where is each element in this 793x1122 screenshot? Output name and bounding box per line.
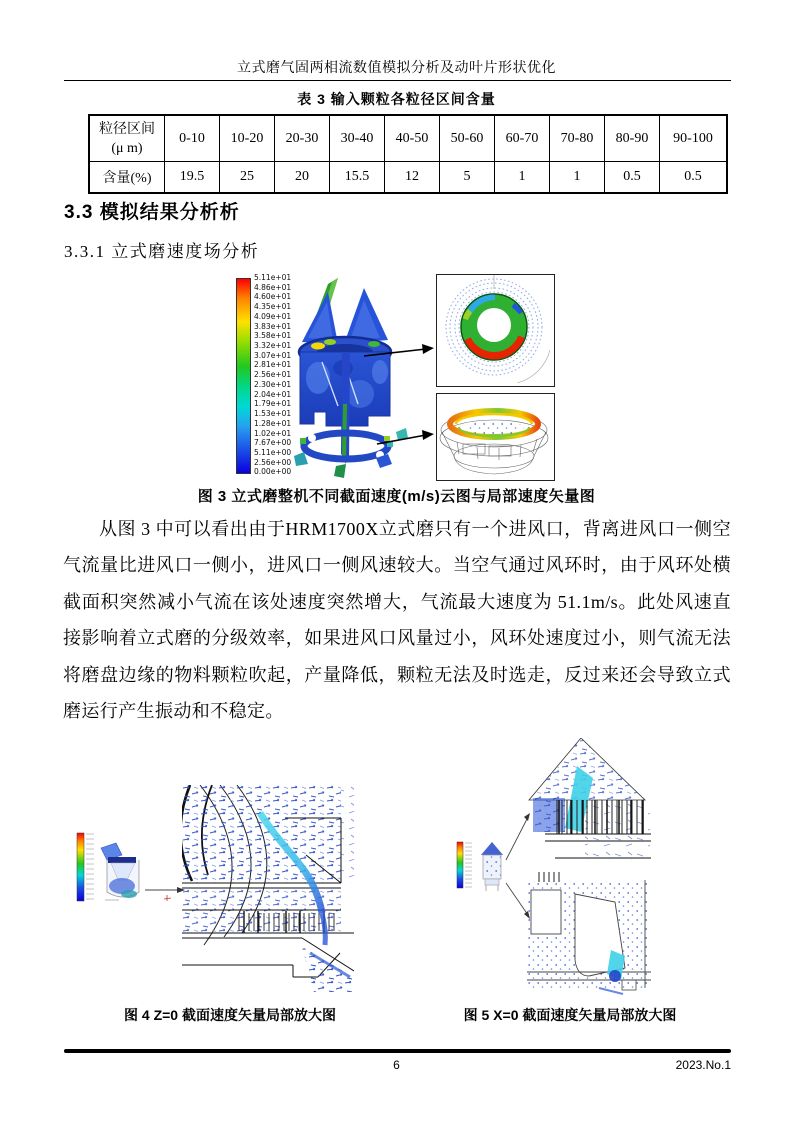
table-header-cell: 50-60 bbox=[440, 115, 495, 162]
figure4-graphic bbox=[65, 742, 365, 1000]
figure3-graphic bbox=[230, 272, 565, 484]
colorbar-label: 3.07e+01 bbox=[254, 350, 292, 360]
colorbar-label: 0.00e+00 bbox=[254, 467, 292, 477]
section-heading: 3.3 模拟结果分析析 bbox=[64, 202, 240, 223]
table-cell: 0.5 bbox=[605, 162, 660, 194]
figure5-graphic bbox=[440, 735, 732, 997]
table-cell: 1 bbox=[495, 162, 550, 194]
colorbar-label: 4.86e+01 bbox=[254, 282, 292, 292]
colorbar-label: 7.67e+00 bbox=[254, 438, 292, 448]
colorbar-label: 1.79e+01 bbox=[254, 399, 292, 409]
table-cell: 19.5 bbox=[165, 162, 220, 194]
colorbar-label: 1.02e+01 bbox=[254, 428, 292, 438]
colorbar-label: 4.60e+01 bbox=[254, 292, 292, 302]
colorbar-label: 2.04e+01 bbox=[254, 389, 292, 399]
table-header-cell: 20-30 bbox=[275, 115, 330, 162]
colorbar-label: 3.58e+01 bbox=[254, 331, 292, 341]
figure5-caption: 图 5 X=0 截面速度矢量局部放大图 bbox=[463, 1007, 677, 1023]
colorbar-label: 1.28e+01 bbox=[254, 418, 292, 428]
colorbar-label: 1.53e+01 bbox=[254, 409, 292, 419]
page-number: 6 bbox=[393, 1058, 400, 1072]
header-title: 立式磨气固两相流数值模拟分析及动叶片形状优化 bbox=[237, 61, 556, 76]
colorbar-label: 2.56e+00 bbox=[254, 457, 292, 467]
colorbar-small bbox=[75, 832, 99, 904]
table-header-cell: 60-70 bbox=[495, 115, 550, 162]
table-cell: 5 bbox=[440, 162, 495, 194]
table-cell: 15.5 bbox=[330, 162, 385, 194]
table-caption: 表 3 输入颗粒各粒径区间含量 bbox=[297, 91, 496, 107]
issue-label: 2023.No.1 bbox=[675, 1058, 731, 1072]
figure3-caption: 图 3 立式磨整机不同截面速度(m/s)云图与局部速度矢量图 bbox=[197, 488, 596, 505]
colorbar-label: 2.81e+01 bbox=[254, 360, 292, 370]
colorbar-label: 2.30e+01 bbox=[254, 379, 292, 389]
colorbar-label: 2.56e+01 bbox=[254, 370, 292, 380]
mill-overview-thumbnail bbox=[99, 840, 147, 908]
colorbar-label: 5.11e+00 bbox=[254, 447, 292, 457]
table-cell: 25 bbox=[220, 162, 275, 194]
colorbar-label: 4.35e+01 bbox=[254, 302, 292, 312]
table-cell: 12 bbox=[385, 162, 440, 194]
footer-rule bbox=[64, 1049, 731, 1053]
classifier-vector-panel bbox=[525, 738, 651, 866]
duct-vector-panel bbox=[527, 872, 651, 997]
table-header-cell: 30-40 bbox=[330, 115, 385, 162]
table-row bbox=[89, 115, 727, 162]
figure4-caption: 图 4 Z=0 截面速度矢量局部放大图 bbox=[124, 1007, 336, 1023]
colorbar-small bbox=[455, 841, 477, 891]
table-header-cell: 40-50 bbox=[385, 115, 440, 162]
vector-field-panel bbox=[182, 785, 354, 992]
table-header-cell: 10-20 bbox=[220, 115, 275, 162]
colorbar-label: 3.83e+01 bbox=[254, 321, 292, 331]
annotation-arrows bbox=[230, 272, 565, 484]
colorbar-label: 3.32e+01 bbox=[254, 341, 292, 351]
colorbar-label: 4.09e+01 bbox=[254, 311, 292, 321]
table-row-label: 含量(%) bbox=[89, 162, 165, 194]
table-header-cell: 粒径区间 (μ m) bbox=[89, 115, 165, 162]
pointer-arrow bbox=[145, 882, 187, 902]
table-header-cell: 0-10 bbox=[165, 115, 220, 162]
colorbar-label: 5.11e+01 bbox=[254, 273, 292, 282]
table-cell: 0.5 bbox=[660, 162, 728, 194]
table-cell: 1 bbox=[550, 162, 605, 194]
subsection-heading: 3.3.1 立式磨速度场分析 bbox=[64, 242, 260, 261]
table-cell: 20 bbox=[275, 162, 330, 194]
header-rule bbox=[64, 80, 731, 81]
particle-size-table bbox=[88, 114, 728, 194]
table-row bbox=[89, 162, 727, 194]
table-header-cell: 90-100 bbox=[660, 115, 728, 162]
table-header-cell: 80-90 bbox=[605, 115, 660, 162]
body-paragraph: 从图 3 中可以看出由于HRM1700X立式磨只有一个进风口，背离进风口一侧空气流量比进风口一侧小，进风口一侧风速较大。当空气通过风环时，由于风环处横截面积突然减小气流在该处速度突然增大，气流最大速度为 51.1m/s。此处风速直接影响着立式磨的分级效率，如果进风口风量过小，风环处速度过小，则气流无法将磨盘边缘的物料颗粒吹起，产量降低，颗粒无法及时选走，反过来还会导致立式磨运行产生振动和不稳定。 bbox=[63, 519, 731, 722]
table-header-cell: 70-80 bbox=[550, 115, 605, 162]
